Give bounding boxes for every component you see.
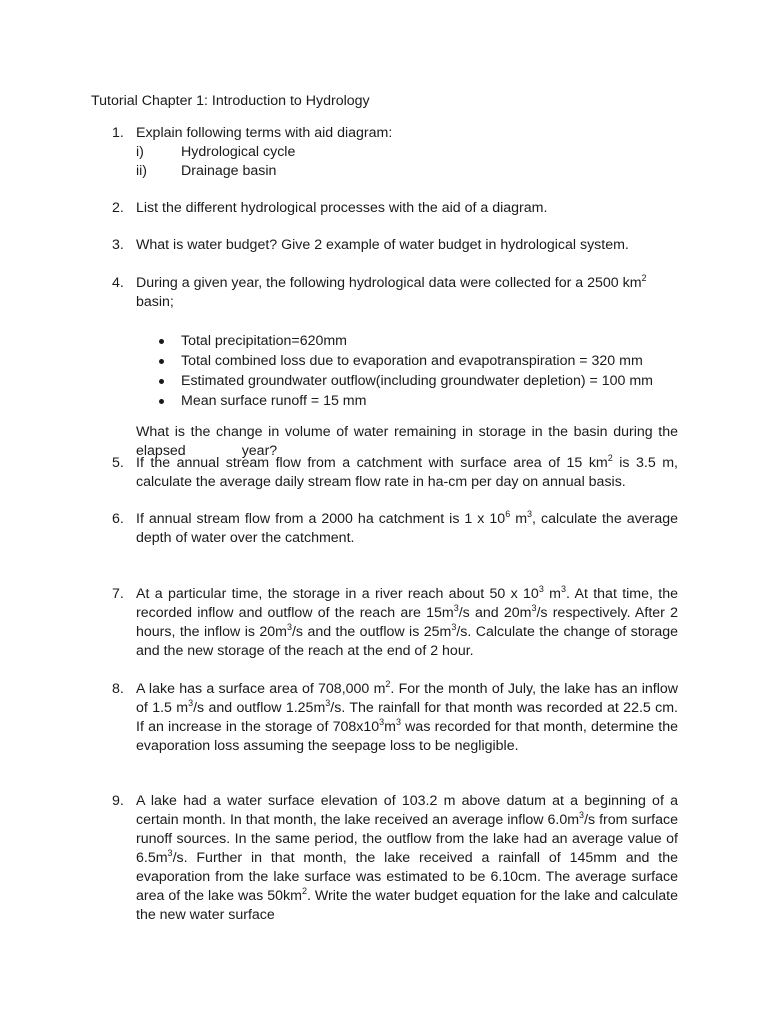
superscript: 2	[301, 886, 307, 896]
text-run: m	[510, 511, 528, 527]
question-text	[136, 274, 678, 312]
superscript: 3	[395, 717, 401, 727]
question-text	[136, 454, 678, 492]
question-number: 4.	[112, 275, 124, 291]
text-run: /s from surface runoff sources. In the same period, the outflow from the lake had an average value of 6.5m	[136, 812, 678, 866]
text-run: was recorded for that month, determine the evaporation loss assuming the seepage loss to be negligible.	[136, 719, 678, 754]
text-run: is 3.5 m, calculate the average daily stream flow rate in ha-cm per day on annual basis.	[136, 455, 678, 490]
superscript: 3	[325, 698, 331, 708]
bullet-item: Estimated groundwater outflow(including groundwater depletion) = 100 mm	[136, 372, 678, 392]
superscript: 3	[561, 584, 567, 594]
question-text: What is water budget? Give 2 example of water budget in hydrological system.	[136, 237, 629, 253]
text-run: . At that time, the recorded inflow and outflow of the reach are 15m	[136, 586, 679, 621]
superscript: 2	[641, 273, 647, 283]
question-number: 1.	[112, 125, 124, 141]
bullet-item: Total combined loss due to evaporation and evapotranspiration = 320 mm	[136, 352, 678, 372]
text-run: If the annual stream flow from a catchment with surface area of 15 km	[136, 455, 608, 471]
superscript: 3	[451, 622, 457, 632]
question-number: 3.	[112, 237, 124, 253]
text-run: basin;	[136, 294, 174, 310]
text-run: , calculate the average depth of water over the catchment.	[136, 511, 678, 546]
text-run: /s. Calculate the change of storage and the new storage of the reach at the end of 2 hour.	[136, 624, 678, 659]
sub-item-text: Hydrological cycle	[181, 144, 296, 160]
superscript: 6	[505, 509, 511, 519]
text-run: /s. Further in that month, the lake received a rainfall of 145mm and the evaporation from the lake surface was estimated to be 6.10cm. The average surface area of the lake was 50km	[136, 850, 678, 904]
page-title: Tutorial Chapter 1: Introduction to Hydrology	[91, 93, 370, 109]
superscript: 3	[531, 603, 537, 613]
superscript: 2	[385, 679, 391, 689]
question-text	[136, 510, 678, 548]
question-number: 8.	[112, 681, 124, 697]
question-text: List the different hydrological processes with the aid of a diagram.	[136, 200, 548, 216]
superscript: 3	[538, 584, 544, 594]
text-run: During a given year, the following hydrological data were collected for a 2500 km	[136, 275, 642, 291]
data-bullet-list	[136, 332, 678, 412]
question-text: Explain following terms with aid diagram:	[136, 125, 393, 141]
sub-item-label: i)	[136, 144, 144, 160]
text-run: m	[384, 719, 396, 735]
text-run: At a particular time, the storage in a river reach about 50 x 10	[136, 586, 539, 602]
superscript: 3	[453, 603, 459, 613]
text-run: A lake has a surface area of 708,000 m	[136, 681, 386, 697]
question-number: 9.	[112, 793, 124, 809]
text-run: . For the month of July, the lake has an inflow of 1.5 m	[136, 681, 678, 716]
question-number: 6.	[112, 511, 124, 527]
superscript: 2	[607, 453, 613, 463]
bullet-item: Total precipitation=620mm	[136, 332, 678, 352]
question-text	[136, 680, 678, 756]
text-run: /s and the outflow is 25m	[291, 624, 452, 640]
sub-item-text: Drainage basin	[181, 163, 277, 179]
text-run: /s and 20m	[458, 605, 532, 621]
text-run: elapsed	[136, 443, 186, 459]
sub-item	[136, 162, 678, 181]
sub-item-label: ii)	[136, 163, 148, 179]
sub-item	[136, 143, 678, 162]
question-number: 7.	[112, 586, 124, 602]
text-run: /s and outflow 1.25m	[193, 700, 326, 716]
superscript: 3	[286, 622, 292, 632]
superscript: 3	[188, 698, 194, 708]
superscript: 3	[379, 717, 385, 727]
superscript: 3	[167, 848, 173, 858]
question-text	[136, 585, 678, 661]
text-run: If annual stream flow from a 2000 ha catchment is 1 x 10	[136, 511, 506, 527]
text-run: m	[543, 586, 561, 602]
question-number: 2.	[112, 200, 124, 216]
text-run: . Write the water budget equation for the lake and calculate the new water surface	[136, 888, 679, 923]
text-run: /s respectively. After 2 hours, the inflow is 20m	[136, 605, 678, 640]
question-prompt-line: What is the change in volume of water remaining in storage in the basin during the	[136, 424, 678, 440]
bullet-item: Mean surface runoff = 15 mm	[136, 392, 678, 412]
text-run: A lake had a water surface elevation of 103.2 m above datum at a beginning of a certain month. In that month, the lake received an average inflow 6.0m	[136, 793, 678, 828]
superscript: 3	[579, 810, 585, 820]
question-number: 5.	[112, 455, 124, 471]
question-text	[136, 792, 678, 925]
superscript: 3	[527, 509, 533, 519]
text-run: /s. The rainfall for that month was recorded at 22.5 cm. If an increase in the storage of 708x10	[136, 700, 678, 735]
text-run: year?	[241, 443, 278, 459]
